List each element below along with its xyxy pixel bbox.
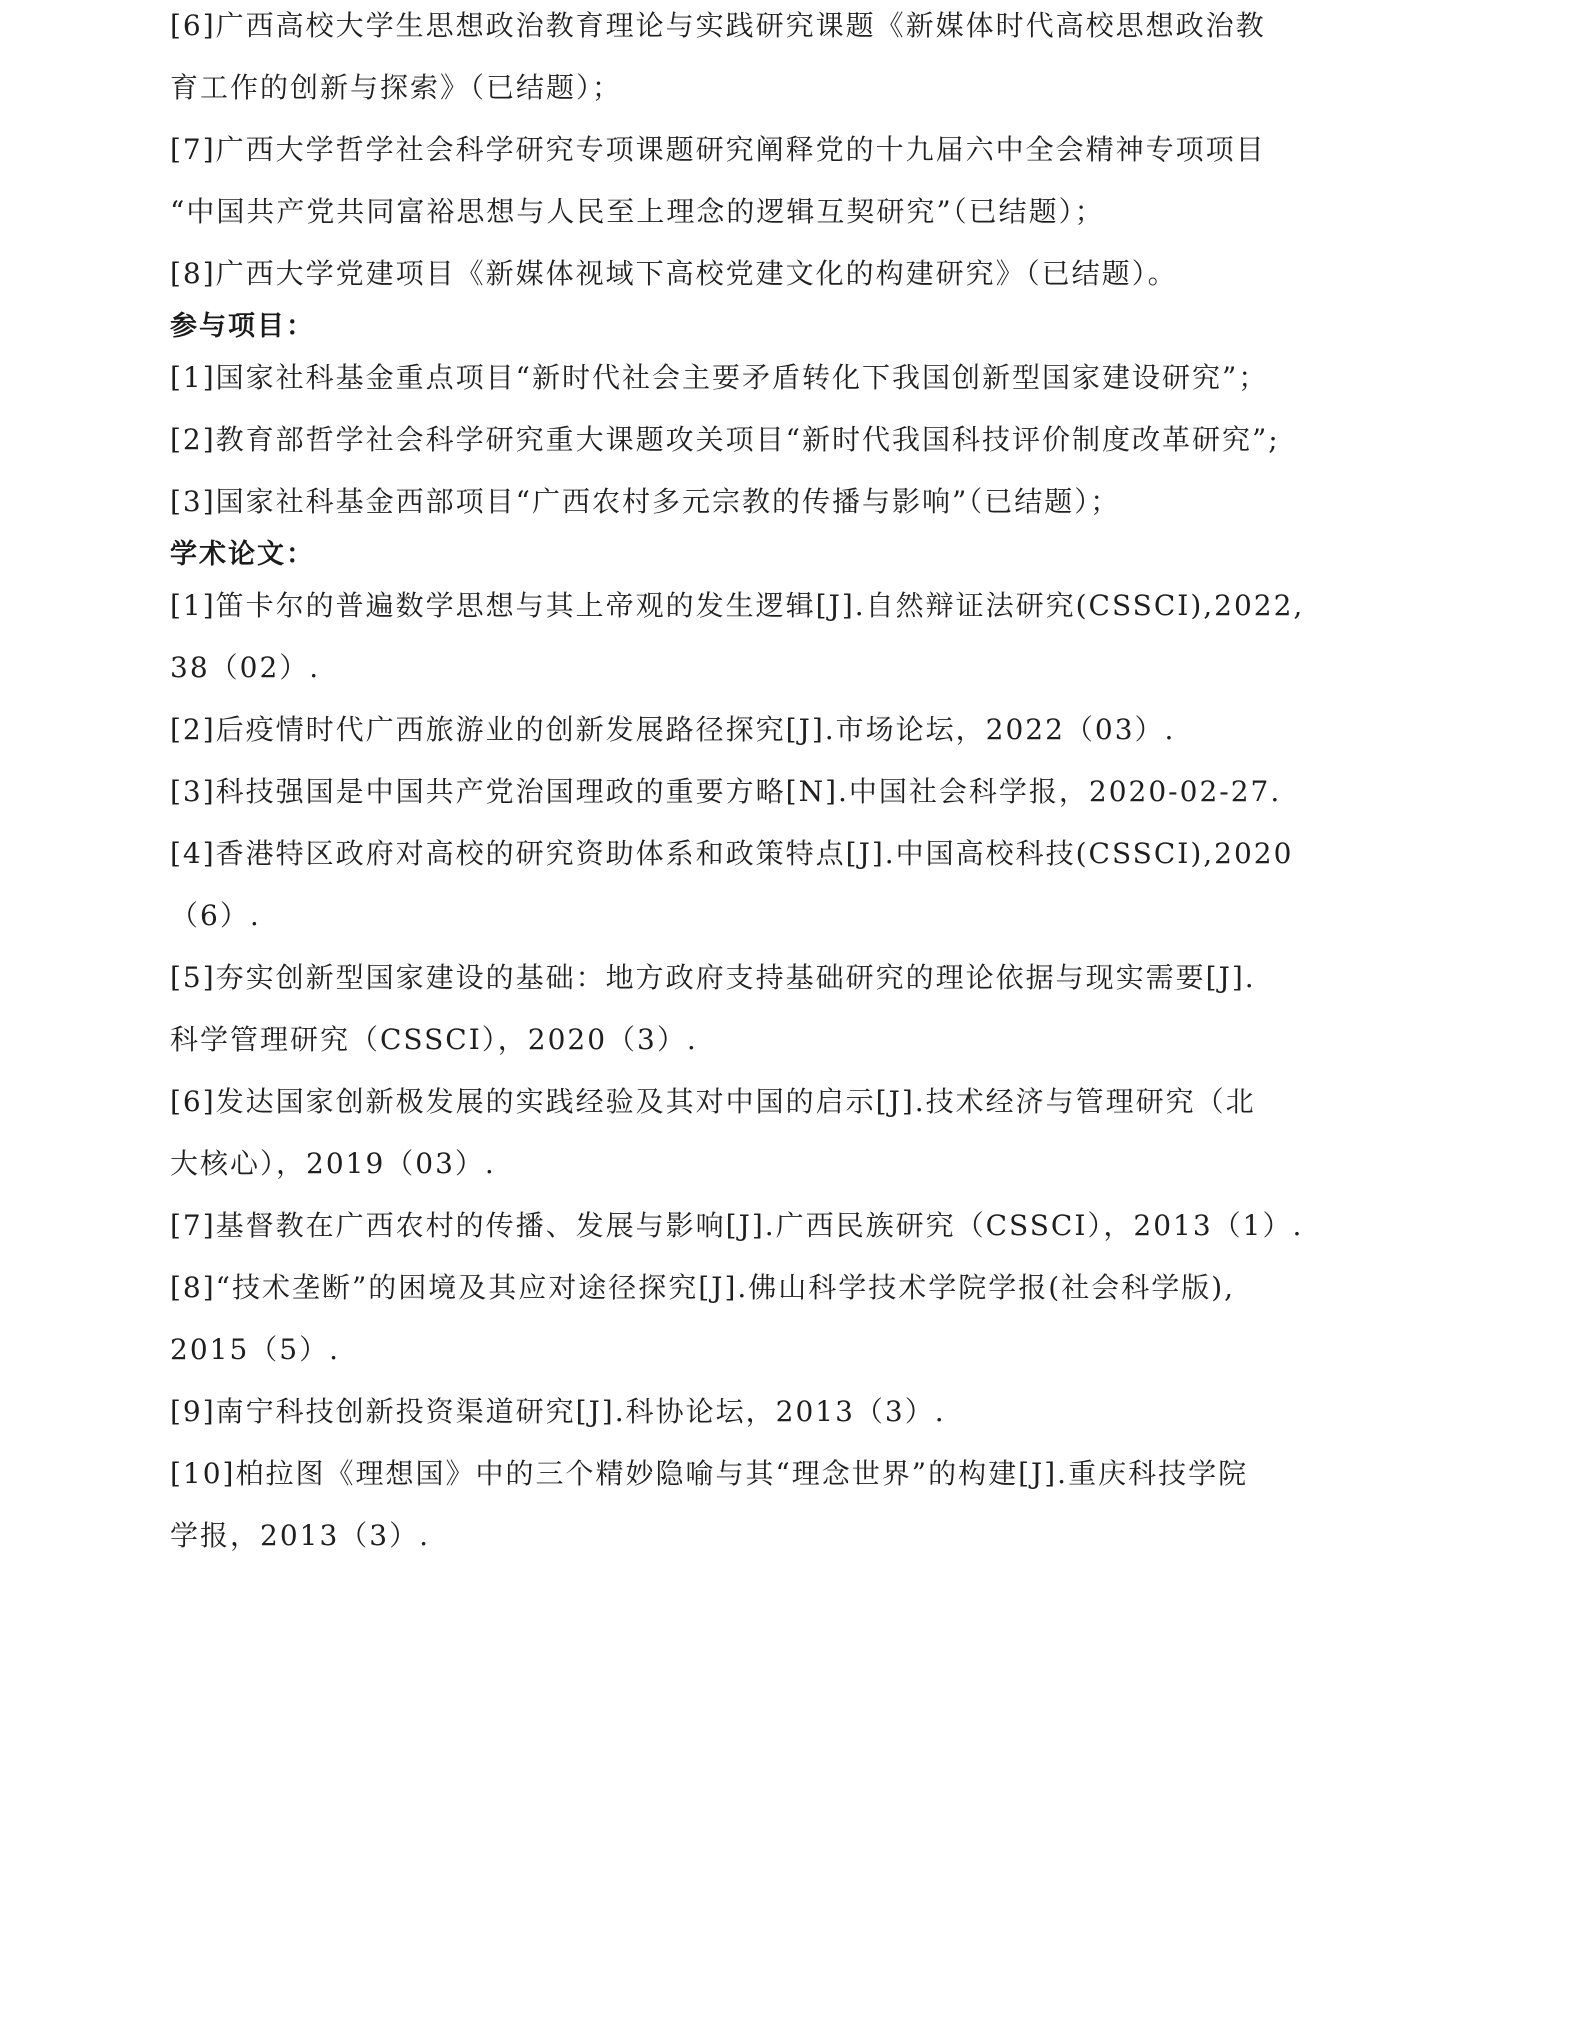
paper-2-line-1: [2]后疫情时代广西旅游业的创新发展路径探究[J].市场论坛，2022（03）.	[170, 713, 1176, 746]
paper-1-line-2: 38（02）.	[170, 651, 321, 684]
host-project-6-line-2: 育工作的创新与探索》（已结题）；	[170, 71, 623, 104]
paper-1-line-1: [1]笛卡尔的普遍数学思想与其上帝观的发生逻辑[J].自然辩证法研究(CSSCI),2022,	[170, 589, 1305, 622]
paper-9-line-1: [9]南宁科技创新投资渠道研究[J].科协论坛，2013（3）.	[170, 1395, 946, 1428]
academic-papers-heading: 学术论文：	[170, 539, 315, 570]
paper-8-line-2: 2015（5）.	[170, 1333, 340, 1366]
paper-7-line-1: [7]基督教在广西农村的传播、发展与影响[J].广西民族研究（CSSCI），2013（1）.	[170, 1209, 1304, 1242]
participate-project-1: [1]国家社科基金重点项目“新时代社会主要矛盾转化下我国创新型国家建设研究”；	[170, 361, 1269, 394]
paper-10-line-2: 学报，2013（3）.	[170, 1519, 430, 1552]
participate-projects-heading: 参与项目：	[170, 311, 315, 342]
paper-3-line-1: [3]科技强国是中国共产党治国理政的重要方略[N].中国社会科学报，2020-02-27.	[170, 775, 1282, 808]
participate-project-2: [2]教育部哲学社会科学研究重大课题攻关项目“新时代我国科技评价制度改革研究”;	[170, 423, 1280, 456]
paper-10-line-1: [10]柏拉图《理想国》中的三个精妙隐喻与其“理念世界”的构建[J].重庆科技学院	[170, 1457, 1249, 1490]
paper-6-line-2: 大核心），2019（03）.	[170, 1147, 496, 1180]
paper-5-line-2: 科学管理研究（CSSCI），2020（3）.	[170, 1023, 698, 1056]
paper-8-line-1: [8]“技术垄断”的困境及其应对途径探究[J].佛山科学技术学院学报(社会科学版),	[170, 1271, 1236, 1304]
paper-6-line-1: [6]发达国家创新极发展的实践经验及其对中国的启示[J].技术经济与管理研究（北	[170, 1085, 1256, 1118]
paper-4-line-2: （6）.	[170, 899, 261, 932]
paper-5-line-1: [5]夯实创新型国家建设的基础：地方政府支持基础研究的理论依据与现实需要[J].	[170, 961, 1256, 994]
participate-project-3: [3]国家社科基金西部项目“广西农村多元宗教的传播与影响”（已结题）；	[170, 485, 1121, 518]
host-project-8-line-1: [8]广西大学党建项目《新媒体视域下高校党建文化的构建研究》（已结题）。	[170, 257, 1178, 290]
host-project-6-line-1: [6]广西高校大学生思想政治教育理论与实践研究课题《新媒体时代高校思想政治教	[170, 9, 1266, 42]
host-project-7-line-2: “中国共产党共同富裕思想与人民至上理念的逻辑互契研究”（已结题）；	[170, 195, 1105, 228]
host-project-7-line-1: [7]广西大学哲学社会科学研究专项课题研究阐释党的十九届六中全会精神专项项目	[170, 133, 1266, 166]
paper-4-line-1: [4]香港特区政府对高校的研究资助体系和政策特点[J].中国高校科技(CSSCI),2020	[170, 837, 1294, 870]
